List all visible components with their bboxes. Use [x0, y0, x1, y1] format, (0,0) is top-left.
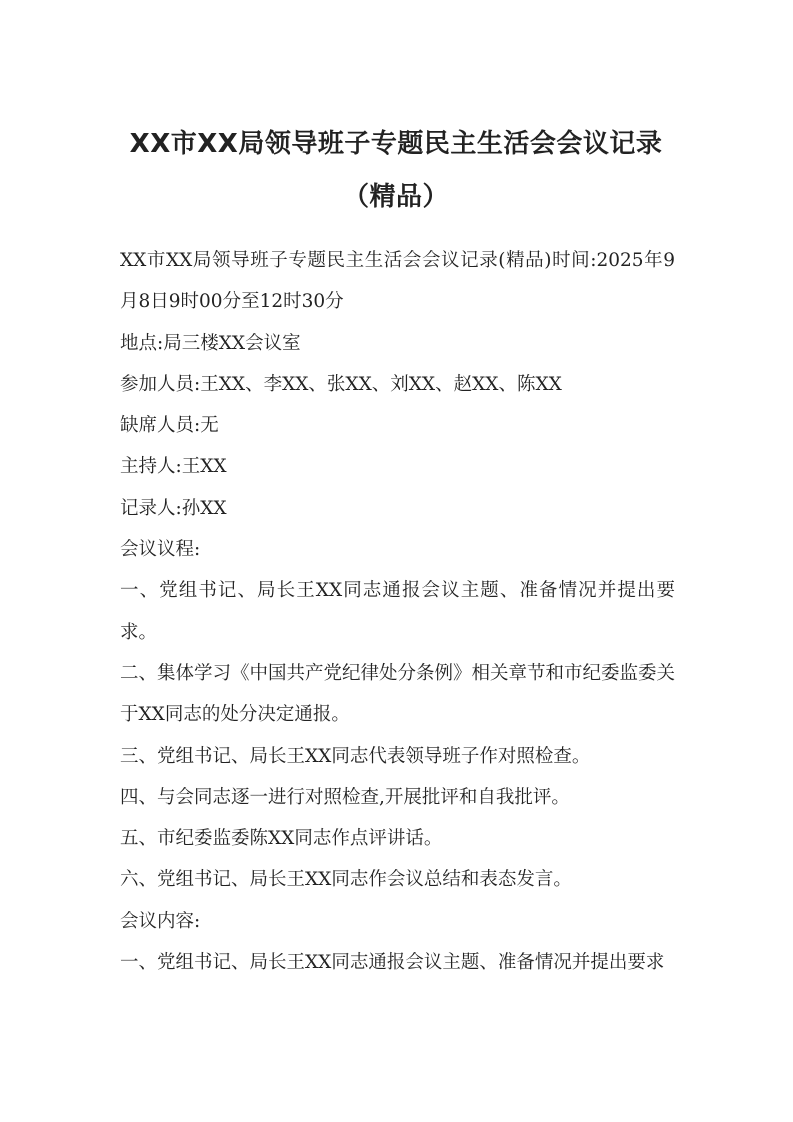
host: 主持人:王XX	[120, 456, 227, 478]
attendees: 参加人员:王XX、李XX、张XX、刘XX、赵XX、陈XX	[120, 373, 562, 395]
agenda-heading: 会议议程:	[120, 539, 201, 561]
agenda-item-6: 六、党组书记、局长王XX同志作会议总结和表态发言。	[120, 869, 572, 891]
content-item-1: 一、党组书记、局长王XX同志通报会议主题、准备情况并提出要求	[120, 952, 665, 974]
agenda-item-4: 四、与会同志逐一进行对照检查,开展批评和自我批评。	[120, 786, 570, 808]
agenda-item-1: 一、党组书记、局长王XX同志通报会议主题、准备情况并提出要求。	[120, 580, 675, 643]
agenda-item-2: 二、集体学习《中国共产党纪律处分条例》相关章节和市纪委监委关于XX同志的处分决定通报。	[120, 662, 676, 726]
document-body	[120, 240, 675, 983]
agenda-item-3: 三、党组书记、局长王XX同志代表领导班子作对照检查。	[120, 745, 591, 767]
document-title: XX市XX局领导班子专题民主生活会会议记录（精品）	[129, 129, 663, 212]
absentees: 缺席人员:无	[120, 415, 219, 437]
recorder: 记录人:孙XX	[120, 497, 227, 519]
content-heading: 会议内容:	[120, 910, 201, 932]
meeting-location: 地点:局三楼XX会议室	[120, 332, 301, 354]
agenda-item-5: 五、市纪委监委陈XX同志作点评讲话。	[120, 828, 443, 850]
meeting-time: XX市XX局领导班子专题民主生活会会议记录(精品)时间:2025年9月8日9时00分至12时30分	[120, 250, 675, 313]
